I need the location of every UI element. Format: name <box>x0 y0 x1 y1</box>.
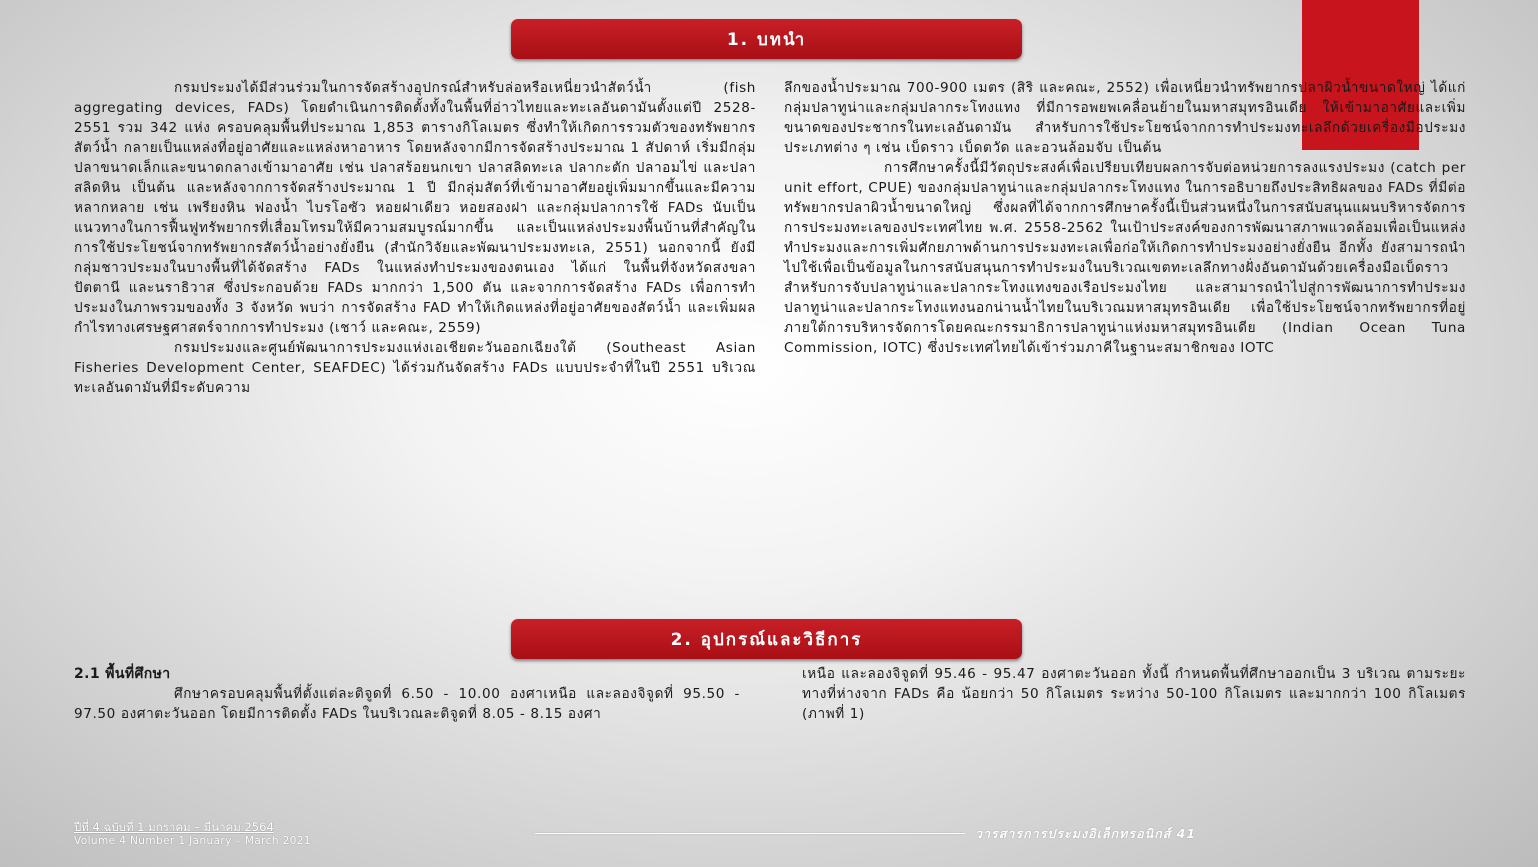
objective-paragraph: การศึกษาครั้งนี้มีวัตถุประสงค์เพื่อเปรียบเทียบผลการจับต่อหน่วยการลงแรงประมง (catch per unit effort, CPUE) ของกลุ่มปลาทูน่าและกลุ่มปลากระโทงแทง ในการอธิบายถึงประสิทธิผลของ FADs ที่มีต่อทรัพยากรปลาผิวน้ำขนาดใหญ่ ซึ่งผลที่ได้จากการศึกษาครั้งนี้เป็นส่วนหนึ่งในการสนับสนุนแผนบริหารจัดการการประมงทะเลของประเทศไทย พ.ศ. 2558-2562 ในเป้าประสงค์ของการพัฒนาสภาพแวดล้อมเพื่อเป็นแหล่งทำประมงและการเพิ่มศักยภาพด้านการประมงทะเลเพื่อก่อให้เกิดการทำประมงอย่างยั่งยืน อีกทั้ง ยังสามารถนำไปใช้เพื่อเป็นข้อมูลในการสนับสนุนการทำประมงในบริเวณเขตทะเลลึกทางฝั่งอันดามันด้วยเครื่องมือเบ็ดราวสำหรับการจับปลาทูน่าและปลากระโทงแทงของเรือประมงไทย และสามารถนำไปสู่การพัฒนาการทำประมงปลาทูน่าและปลากระโทงแทงนอกน่านน้ำไทยในบริเวณมหาสมุทรอินเดีย เพื่อใช้ประโยชน์จากทรัพยากรที่อยู่ภายใต้การบริหารจัดการโดยคณะกรรมาธิการปลาทูน่าแห่งมหาสมุทรอินเดีย (Indian Ocean Tuna Commission, IOTC) ซึ่งประเทศไทยได้เข้าร่วมภาคีในฐานะสมาชิกของ IOTC <box>784 160 1466 356</box>
study-area-paragraph: ศึกษาครอบคลุมพื้นที่ตั้งแต่ละติจูดที่ 6.50 - 10.00 องศาเหนือ และลองจิจูดที่ 95.50 - 97.50 องศาตะวันออก โดยมีการติดตั้ง FADs ในบริเวณละติจูดที่ 8.05 - 8.15 องศา <box>74 686 740 722</box>
intro-paragraph-2: กรมประมงและศูนย์พัฒนาการประมงแห่งเอเชียตะวันออกเฉียงใต้ (Southeast Asian Fisheries Development Center, SEAFDEC) ได้ร่วมกันจัดสร้าง FADs แบบประจำที่ในปี 2551 บริเวณทะเลอันดามันที่มีระดับความ <box>74 340 756 396</box>
footer-divider <box>535 833 965 834</box>
section-1-heading: 1. บทนำ <box>511 19 1022 59</box>
section-2-heading: 2. อุปกรณ์และวิธีการ <box>511 619 1022 659</box>
section-1-right-column <box>784 78 1466 358</box>
section-2-right-column <box>802 664 1466 724</box>
intro-paragraph-1: กรมประมงได้มีส่วนร่วมในการจัดสร้างอุปกรณ์สำหรับล่อหรือเหนี่ยวนำสัตว์น้ำ (fish aggregating devices, FADs) โดยดำเนินการติดตั้งทั้งในพื้นที่อ่าวไทยและทะเลอันดามันตั้งแต่ปี 2528-2551 รวม 342 แห่ง ครอบคลุมพื้นที่ประมาณ 1,853 ตารางกิโลเมตร ซึ่งทำให้เกิดการรวมตัวของทรัพยากรสัตว์น้ำ กลายเป็นแหล่งที่อยู่อาศัยและแหล่งหาอาหาร โดยหลังจากมีการจัดสร้างประมาณ 1 สัปดาห์ เริ่มมีกลุ่มปลาขนาดเล็กและขนาดกลางเข้ามาอาศัย เช่น ปลาสร้อยนกเขา ปลาสลิดทะเล ปลากะตัก ปลาอมไข่ และปลาสลิดหิน เป็นต้น และหลังจากการจัดสร้างประมาณ 1 ปี มีกลุ่มสัตว์ที่เข้ามาอาศัยอยู่เพิ่มมากขึ้นและมีความหลากหลาย เช่น เพรียงหิน ฟองน้ำ ไบรโอซัว หอยฝาเดียว หอยสองฝา และกลุ่มปลาการใช้ FADs นับเป็นแนวทางในการฟื้นฟูทรัพยากรที่เสื่อมโทรมให้มีความสมบูรณ์มากขึ้น และเป็นแหล่งประมงพื้นบ้านที่สำคัญในการใช้ประโยชน์จากทรัพยากรสัตว์น้ำอย่างยั่งยืน (สำนักวิจัยและพัฒนาประมงทะเล, 2551) นอกจากนี้ ยังมีกลุ่มชาวประมงในบางพื้นที่ได้จัดสร้าง FADs ในแหล่งทำประมงของตนเอง ได้แก่ ในพื้นที่จังหวัดสงขลา ปัตตานี และนราธิวาส ซึ่งประกอบด้วย FADs มากกว่า 1,500 ตัน และจากการจัดสร้าง FADs เพื่อการทำประมงในภาพรวมของทั้ง 3 จังหวัด พบว่า การจัดสร้าง FAD ทำให้เกิดแหล่งที่อยู่อาศัยของสัตว์น้ำ และเพิ่มผลกำไรทางเศรษฐศาสตร์จากการทำประมง (เชาว์ และคณะ, 2559) <box>74 80 756 336</box>
section-2-left-column <box>74 664 740 724</box>
footer-issue-thai: ปีที่ 4 ฉบับที่ 1 มกราคม – มีนาคม 2564 <box>74 820 274 834</box>
study-area-subheading: 2.1 พื้นที่ศึกษา <box>74 666 171 682</box>
intro-paragraph-2-continued: ลึกของน้ำประมาณ 700-900 เมตร (สิริ และคณะ, 2552) เพื่อเหนี่ยวนำทรัพยากรปลาผิวน้ำขนาดใหญ่ ได้แก่ กลุ่มปลาทูน่าและกลุ่มปลากระโทงแทง ที่มีการอพยพเคลื่อนย้ายในมหาสมุทรอินเดีย ให้เข้ามาอาศัยและเพิ่มขนาดของประชากรในทะเลอันดามัน สำหรับการใช้ประโยชน์จากการทำประมงทะเลลึกด้วยเครื่องมือประมงประเภทต่าง ๆ เช่น เบ็ดราว เบ็ดตวัด และอวนล้อมจับ เป็นต้น <box>784 80 1466 156</box>
study-area-paragraph-continued: เหนือ และลองจิจูดที่ 95.46 - 95.47 องศาตะวันออก ทั้งนี้ กำหนดพื้นที่ศึกษาออกเป็น 3 บริเวณ ตามระยะทางที่ห่างจาก FADs คือ น้อยกว่า 50 กิโลเมตร ระหว่าง 50-100 กิโลเมตร และมากกว่า 100 กิโลเมตร (ภาพที่ 1) <box>802 666 1466 722</box>
footer-journal-page: วารสารการประมงอิเล็กทรอนิกส์ 41 <box>975 826 1197 841</box>
footer-issue-info <box>74 820 534 848</box>
section-1-left-column <box>74 78 756 398</box>
footer-issue-english: Volume 4 Number 1 January – March 2021 <box>74 835 311 847</box>
